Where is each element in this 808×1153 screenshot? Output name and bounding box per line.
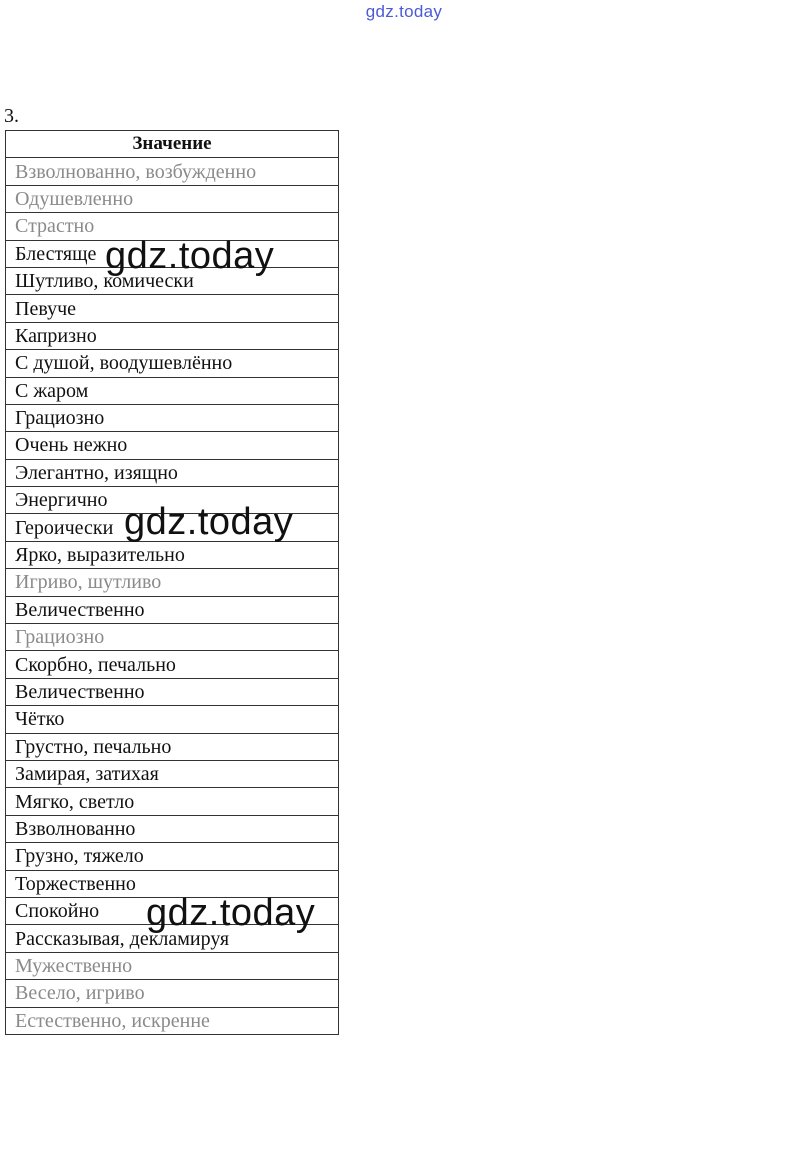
table-row: [6, 185, 339, 212]
table-row: [6, 952, 339, 979]
table-row: [6, 295, 339, 322]
meaning-table: [5, 130, 339, 1035]
table-row: [6, 706, 339, 733]
table-cell: Взволнованно: [6, 815, 339, 842]
table-cell: Энергично: [6, 487, 339, 514]
table-row: [6, 678, 339, 705]
table-cell: Грациозно: [6, 624, 339, 651]
table-row: [6, 487, 339, 514]
table-row: [6, 240, 339, 267]
column-header-meaning: Значение: [6, 131, 339, 158]
table-cell: Мягко, светло: [6, 788, 339, 815]
table-cell: Мужественно: [6, 952, 339, 979]
table-cell: Естественно, искренне: [6, 1007, 339, 1034]
table-row: [6, 213, 339, 240]
task-number: 3.: [4, 105, 19, 127]
table-row: [6, 815, 339, 842]
table-row: [6, 980, 339, 1007]
table-cell: Певуче: [6, 295, 339, 322]
table-row: [6, 843, 339, 870]
watermark-overlay: gdz.today: [146, 892, 316, 934]
table-cell: Элегантно, изящно: [6, 459, 339, 486]
table-cell: С душой, воодушевлённо: [6, 350, 339, 377]
table-cell: Грузно, тяжело: [6, 843, 339, 870]
table-cell: Весело, игриво: [6, 980, 339, 1007]
table-cell: Торжественно: [6, 870, 339, 897]
table-row: [6, 651, 339, 678]
table-row: [6, 541, 339, 568]
table-row: [6, 1007, 339, 1034]
table-cell: Страстно: [6, 213, 339, 240]
top-watermark: gdz.today: [365, 2, 443, 21]
table-row: [6, 459, 339, 486]
table-row: [6, 158, 339, 185]
table-cell: Героически: [6, 514, 339, 541]
table-cell: Рассказывая, декламируя: [6, 925, 339, 952]
table-row: [6, 870, 339, 897]
table-cell: Капризно: [6, 322, 339, 349]
table-cell: Очень нежно: [6, 432, 339, 459]
table-row: [6, 596, 339, 623]
table-cell: Ярко, выразительно: [6, 541, 339, 568]
watermark-overlay: gdz.today: [124, 501, 294, 543]
table-cell: Скорбно, печально: [6, 651, 339, 678]
table-row: [6, 432, 339, 459]
watermark-overlay: gdz.today: [105, 235, 275, 277]
table-cell: Одушевленно: [6, 185, 339, 212]
table-cell: Замирая, затихая: [6, 760, 339, 787]
table-row: [6, 404, 339, 431]
table-row: [6, 377, 339, 404]
table-cell: Спокойно: [6, 897, 339, 924]
table-row: [6, 760, 339, 787]
table-row: [6, 624, 339, 651]
table-header-row: [6, 131, 339, 158]
table-row: [6, 514, 339, 541]
table-cell: Чётко: [6, 706, 339, 733]
table-row: [6, 569, 339, 596]
table-cell: Грустно, печально: [6, 733, 339, 760]
table-row: [6, 322, 339, 349]
table-row: [6, 733, 339, 760]
table-row: [6, 897, 339, 924]
table-cell: Игриво, шутливо: [6, 569, 339, 596]
table-row: [6, 788, 339, 815]
table-cell: С жаром: [6, 377, 339, 404]
table-row: [6, 350, 339, 377]
table-cell: Величественно: [6, 596, 339, 623]
table-cell: Грациозно: [6, 404, 339, 431]
table-cell: Взволнованно, возбужденно: [6, 158, 339, 185]
table-row: [6, 925, 339, 952]
table-cell: Величественно: [6, 678, 339, 705]
table-cell: Блестяще: [6, 240, 339, 267]
table-row: [6, 267, 339, 294]
table-cell: Шутливо, комически: [6, 267, 339, 294]
